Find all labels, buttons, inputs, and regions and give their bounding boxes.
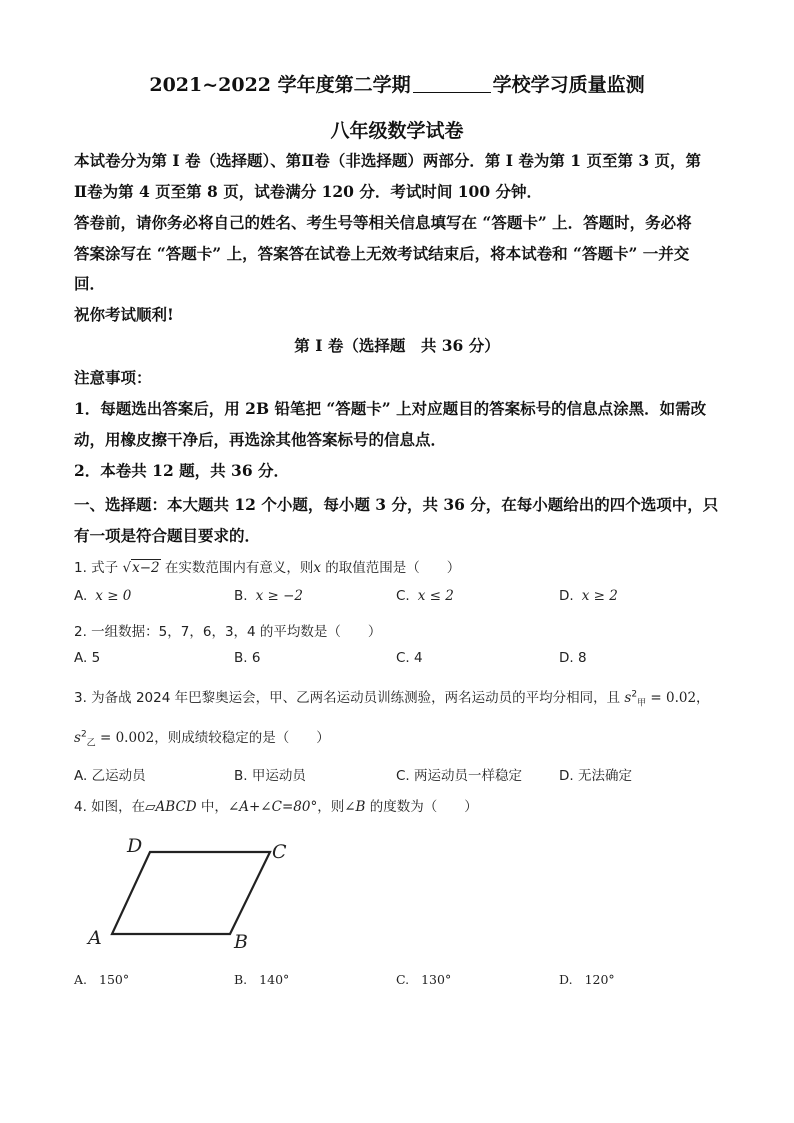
angle-b: ∠B	[344, 799, 366, 815]
notice-1-line-a: 1．每题选出答案后，用 2B 铅笔把 “答题卡” 上对应题目的答案标号的信息点涂黑．如需改	[74, 399, 707, 418]
option-label: D.	[559, 972, 573, 987]
option-2a[interactable]: A. 5	[74, 650, 101, 666]
answer-line-2: 答案涂写在 “答题卡” 上，答案答在试卷上无效考试结束后，将本试卷和 “答题卡” 一并交	[74, 243, 690, 263]
question-1-prefix: 1. 式子	[74, 560, 123, 576]
question-1-suffix: 在实数范围内有意义，则	[160, 560, 314, 576]
notice-2: 2．本卷共 12 题，共 36 分．	[74, 461, 290, 480]
option-1d[interactable]	[559, 588, 618, 604]
answer-line-3: 回．	[74, 274, 106, 293]
vertex-label-b: B	[234, 931, 248, 953]
notice-title: 注意事项：	[74, 368, 152, 387]
variance-symbol: s	[624, 690, 632, 706]
notice-1	[74, 394, 722, 455]
notice-1-line-b: 动，用橡皮擦干净后，再选涂其他答案标号的信息点．	[74, 429, 447, 449]
title-left: 2021~2022 学年度第二学期	[149, 74, 411, 96]
intro-paragraph	[74, 146, 722, 207]
option-4c[interactable]	[396, 972, 451, 987]
question-4-text-d: 的度数为（ ）	[365, 799, 478, 815]
question-4-stem	[74, 795, 478, 815]
question-4-options	[74, 972, 734, 992]
sqrt-expression: √x−2	[122, 560, 160, 576]
question-4-text-a: 4. 如图，在	[74, 799, 146, 815]
option-4d[interactable]	[559, 972, 615, 987]
section-title: 第 I 卷（选择题 共 36 分）	[294, 336, 500, 355]
option-label: A.	[74, 972, 88, 987]
variance-subscript: 乙	[86, 738, 96, 749]
option-2c[interactable]: C. 4	[396, 650, 423, 666]
school-name-blank[interactable]	[413, 74, 491, 93]
question-4-text-c: ，则	[317, 799, 345, 815]
option-label: C.	[396, 588, 410, 604]
vertex-label-d: D	[127, 835, 143, 857]
question-1-options	[74, 588, 734, 608]
question-3-text-a: 3. 为备战 2024 年巴黎奥运会，甲、乙两名运动员训练测验，两名运动员的平均分相同，且	[74, 690, 621, 706]
option-1a[interactable]	[74, 588, 131, 604]
vertex-label-c: C	[272, 841, 287, 863]
variance-subscript: 甲	[637, 698, 647, 709]
parallelogram-name: ▱ABCD	[145, 799, 197, 815]
option-3c[interactable]: C. 两运动员一样稳定	[396, 768, 523, 784]
answer-instructions	[74, 208, 722, 300]
option-2b[interactable]: B. 6	[234, 650, 261, 666]
option-label: B.	[234, 972, 248, 987]
option-label: D.	[559, 588, 574, 604]
option-4a[interactable]	[74, 972, 129, 987]
intro-line-2: Ⅱ卷为第 4 页至第 8 页，试卷满分 120 分．考试时间 100 分钟．	[74, 181, 543, 201]
question-1-suffix-2: 的取值范围是（ ）	[321, 560, 461, 576]
exam-subtitle: 八年级数学试卷	[330, 120, 464, 142]
question-3-stem-a: 3. 为备战 2024 年巴黎奥运会，甲、乙两名运动员训练测验，两名运动员的平均分相同，且 $s^2_甲 = 0.02$，	[74, 689, 710, 709]
part-one-line-a: 一、选择题：本大题共 12 个小题，每小题 3 分，共 36 分，在每小题给出的四个选项中，只	[74, 495, 719, 514]
title-right: 学校学习质量监测	[492, 74, 645, 96]
question-3-text-b: ，则成绩较稳定的是（ ）	[154, 730, 330, 746]
parallelogram-shape	[112, 852, 270, 934]
intro-line-1: 本试卷分为第 I 卷（选择题）、第Ⅱ卷（非选择题）两部分．第 I 卷为第 1 页至第 3 页，第	[74, 151, 702, 170]
parallelogram-figure	[80, 832, 310, 957]
question-3-stem-b: $s^2_乙 = 0.002$，则成绩较稳定的是（ ）	[74, 729, 330, 749]
question-2-stem: 2. 一组数据：5，7，6，3，4 的平均数是（ ）	[74, 624, 382, 640]
option-3a[interactable]: A. 乙运动员	[74, 768, 146, 784]
option-text: x ≤ 2	[417, 588, 454, 604]
option-1b[interactable]	[234, 588, 303, 604]
option-text: 120°	[584, 972, 615, 987]
option-label: C.	[396, 972, 410, 987]
option-label: A.	[74, 588, 88, 604]
question-3-options	[74, 764, 734, 784]
variance-value: = 0.002	[95, 730, 155, 746]
option-1c[interactable]	[396, 588, 454, 604]
option-3b[interactable]: B. 甲运动员	[234, 768, 306, 784]
good-luck-text: 祝你考试顺利!	[74, 305, 174, 324]
vertex-label-a: A	[88, 927, 102, 949]
option-4b[interactable]	[234, 972, 289, 987]
option-3d[interactable]: D. 无法确定	[559, 768, 632, 784]
option-2d[interactable]: D. 8	[559, 650, 587, 666]
option-text: x ≥ 0	[95, 588, 132, 604]
option-text: x ≥ 2	[581, 588, 618, 604]
option-label: B.	[234, 588, 248, 604]
answer-line-1: 答卷前，请你务必将自己的姓名、考生号等相关信息填写在 “答题卡” 上．答题时，务必将	[74, 213, 692, 232]
variable-x: x	[313, 560, 322, 576]
option-text: 130°	[421, 972, 452, 987]
exam-title	[0, 70, 794, 97]
radicand: x−2	[132, 560, 160, 576]
option-text: 140°	[259, 972, 290, 987]
question-2-options	[74, 650, 734, 670]
variance-symbol: s	[74, 730, 81, 746]
variance-value: = 0.02，	[646, 690, 710, 706]
part-one-line-b: 有一项是符合题目要求的．	[74, 525, 261, 545]
option-text: x ≥ −2	[255, 588, 303, 604]
part-one-instructions	[74, 490, 722, 551]
question-1-stem	[74, 556, 460, 576]
question-4-text-b: 中，	[196, 799, 228, 815]
angle-equation: ∠A+∠C=80°	[227, 799, 318, 815]
option-text: 150°	[99, 972, 130, 987]
